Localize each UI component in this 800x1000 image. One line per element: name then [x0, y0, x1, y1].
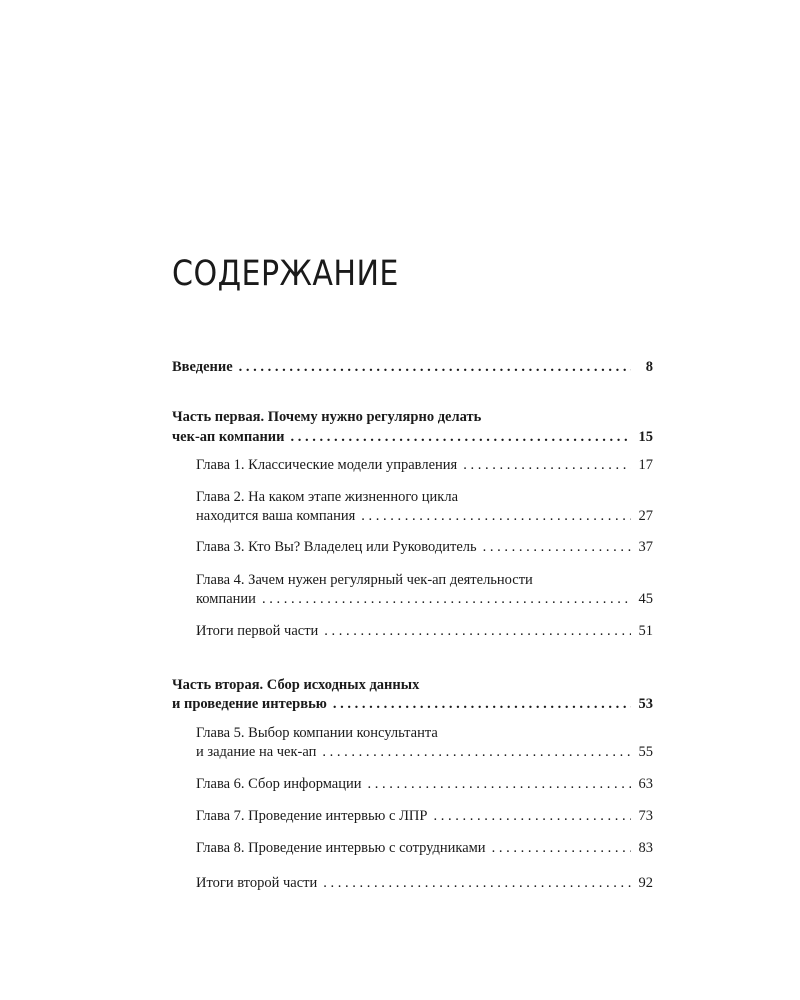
dot-leader	[323, 873, 631, 893]
toc-entry-label: Итоги второй части	[196, 875, 318, 891]
toc-page-number: 73	[638, 808, 653, 824]
toc-entry-label: Глава 6. Сбор информации	[196, 776, 362, 792]
toc-entry-label: Введение	[172, 359, 233, 375]
toc-entry-label: Глава 7. Проведение интервью с ЛПР	[196, 808, 428, 824]
toc-entry-chapter-6[interactable]	[196, 774, 653, 794]
toc-entry-label: и задание на чек-ап	[196, 744, 317, 760]
dot-leader	[239, 357, 631, 377]
toc-entry-intro[interactable]	[172, 357, 653, 377]
toc-page-number: 92	[638, 875, 653, 891]
toc-page-number: 37	[638, 539, 653, 555]
toc-entry-label: Глава 8. Проведение интервью с сотрудниками	[196, 840, 486, 856]
dot-leader	[291, 427, 631, 447]
toc-entry-chapter-8[interactable]	[196, 838, 653, 858]
toc-page-number: 55	[638, 744, 653, 760]
dot-leader	[463, 455, 631, 475]
toc-entry-label: и проведение интервью	[172, 696, 327, 712]
toc-entry-summary-part1[interactable]	[196, 621, 653, 641]
dot-leader	[483, 537, 631, 557]
toc-page-number: 27	[638, 508, 653, 524]
toc-page-number: 8	[645, 359, 653, 375]
dot-leader	[324, 621, 631, 641]
toc-entry-chapter-7[interactable]	[196, 806, 653, 826]
dot-leader	[492, 838, 631, 858]
dot-leader	[368, 774, 631, 794]
toc-entry-chapter-2[interactable]	[196, 506, 653, 526]
toc-chapter-2-line1[interactable]: Глава 2. На каком этапе жизненного цикла	[196, 489, 459, 505]
toc-entry-label: Глава 3. Кто Вы? Владелец или Руководитель	[196, 539, 477, 555]
toc-page-number: 53	[638, 696, 653, 712]
toc-page-number: 51	[638, 623, 653, 639]
toc-entry-chapter-5[interactable]	[196, 742, 653, 762]
dot-leader	[322, 742, 631, 762]
toc-page-number: 45	[638, 591, 653, 607]
dot-leader	[262, 589, 631, 609]
toc-chapter-5-line1[interactable]: Глава 5. Выбор компании консультанта	[196, 725, 438, 741]
toc-part2-title-line1[interactable]: Часть вторая. Сбор исходных данных	[172, 677, 420, 693]
toc-page-number: 17	[638, 457, 653, 473]
page-title: СОДЕРЖАНИЕ	[172, 254, 399, 294]
toc-chapter-4-line1[interactable]: Глава 4. Зачем нужен регулярный чек-ап деятельности	[196, 572, 533, 588]
toc-entry-label: Итоги первой части	[196, 623, 319, 639]
dot-leader	[433, 806, 631, 826]
toc-part1-title-line1[interactable]: Часть первая. Почему нужно регулярно делать	[172, 409, 482, 425]
toc-entry-summary-part2[interactable]	[196, 873, 653, 893]
toc-page-number: 83	[638, 840, 653, 856]
dot-leader	[333, 694, 631, 714]
toc-page-number: 15	[638, 429, 653, 445]
toc-entry-label: чек-ап компании	[172, 429, 285, 445]
toc-page-number: 63	[638, 776, 653, 792]
toc-entry-chapter-3[interactable]	[196, 537, 653, 557]
toc-entry-label: компании	[196, 591, 256, 607]
toc-entry-chapter-1[interactable]	[196, 455, 653, 475]
toc-entry-part1[interactable]	[172, 427, 653, 447]
dot-leader	[361, 506, 631, 526]
toc-entry-chapter-4[interactable]	[196, 589, 653, 609]
toc-entry-part2[interactable]	[172, 694, 653, 714]
toc-entry-label: Глава 1. Классические модели управления	[196, 457, 458, 473]
toc-entry-label: находится ваша компания	[196, 508, 356, 524]
